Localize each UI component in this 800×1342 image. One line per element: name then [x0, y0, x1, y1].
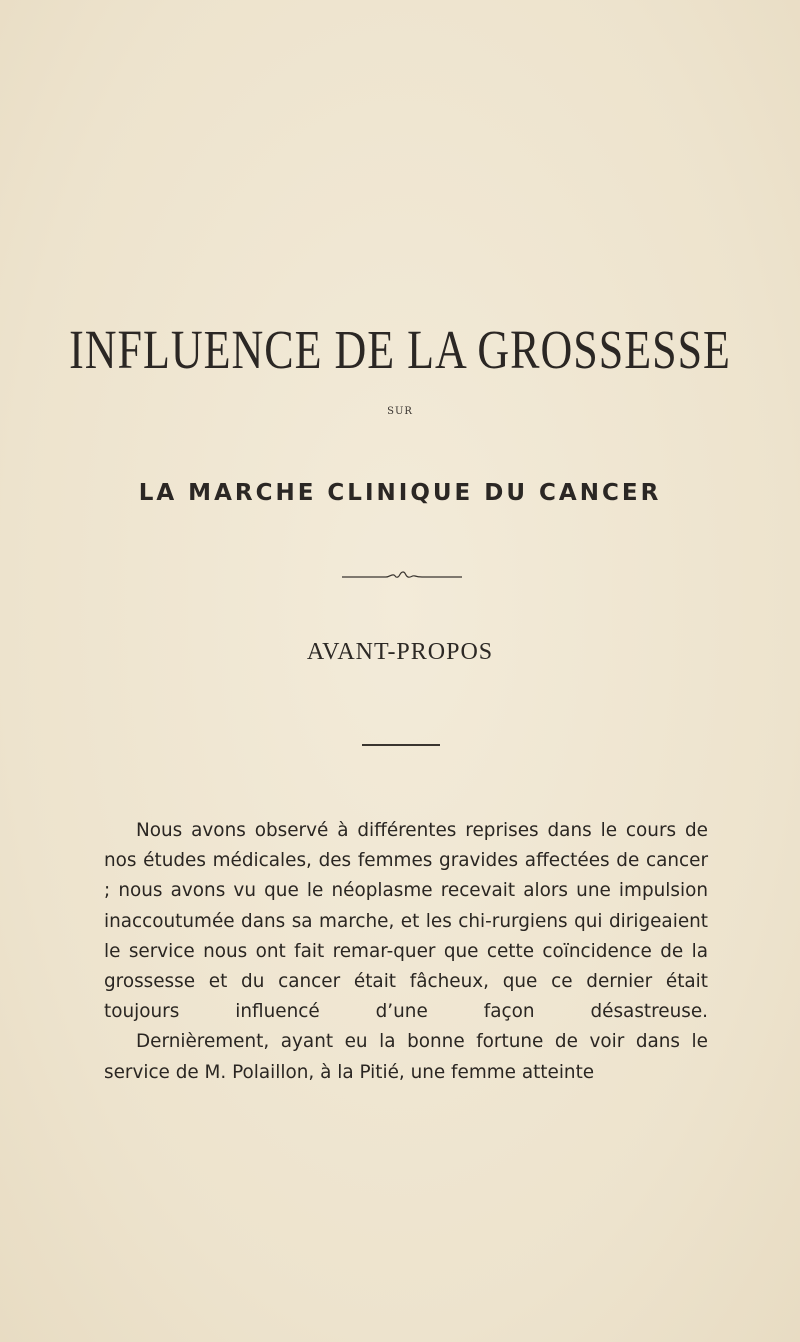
document-subtitle: LA MARCHE CLINIQUE DU CANCER — [138, 480, 662, 506]
section-divider — [362, 744, 440, 746]
body-text — [104, 816, 708, 1088]
paragraph: Dernièrement, ayant eu la bonne fortune de voir dans le service de M. Polaillon, à la Pitié, une femme atteinte — [104, 1031, 708, 1083]
paragraph: Nous avons observé à différentes reprises dans le cours de nos études médicales, des femmes gravides affectées de cancer ; nous avons vu que le néoplasme recevait alors une impulsion inaccoutumée dans sa marche, et les chi-rurgiens qui dirigeaient le service nous ont fait remar-quer que cette coïncidence de la grossesse et du cancer était fâcheux, que ce dernier était toujours influencé d’une façon désastreuse. — [104, 820, 708, 1023]
section-heading: AVANT-PROPOS — [306, 639, 494, 665]
title-connector: SUR — [387, 406, 413, 417]
document-title: INFLUENCE DE LA GROSSESSE — [69, 319, 731, 381]
flourish-ornament-icon — [340, 568, 464, 582]
